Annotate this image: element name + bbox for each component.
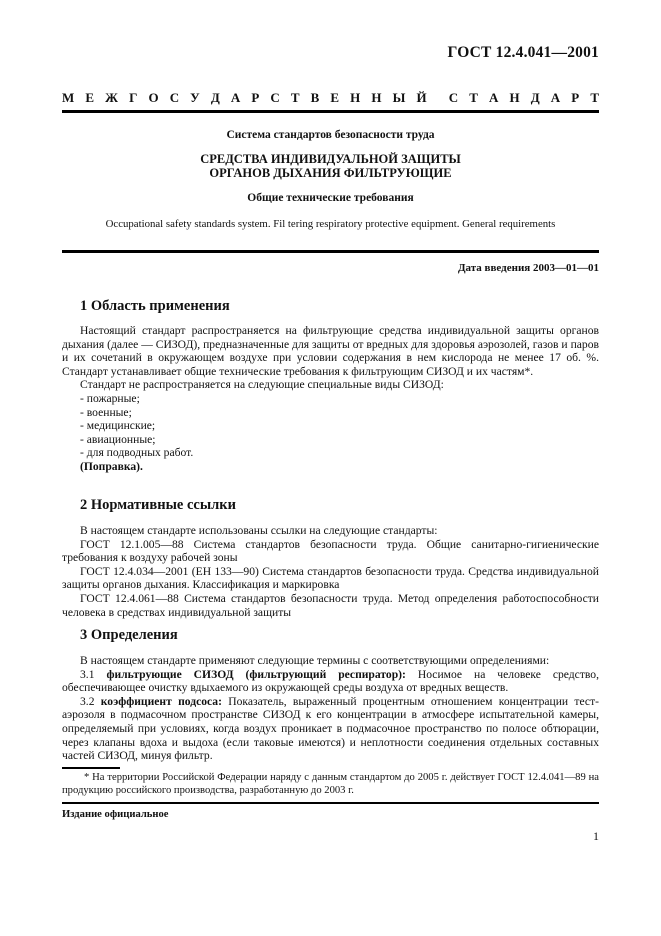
definition-number: 3.1	[80, 667, 107, 681]
banner-letter: Г	[129, 90, 138, 105]
definition-text: Показатель, выраженный процентным отношением концентрации тест-аэрозоля в подмасочном пространстве СИЗОД к его концентрации в атмосфере испытательной камеры, определяемый при условиях, когда воздух проникает в подмасочное пространство по полосе обтюрации, через клапаны вдоха и выдоха (если таковые имеются) и неплотности соединения отдельных составных частей СИЗОД, минуя фильтр.	[62, 694, 599, 763]
section-3-intro: В настоящем стандарте применяют следующие термины с соответствующими определениями:	[80, 654, 550, 667]
main-title	[62, 152, 599, 180]
section-1-paragraph-1: Настоящий стандарт распространяется на фильтрующие средства индивидуальной защиты органов дыхания (далее — СИЗОД), предназначенные для защиты от вредных для здоровья аэрозолей, газов и паров и их сочетаний в окружающем воздухе при условии содержания в нем кислорода не менее 17 об. %. Стандарт устанавливает общие технические требования к фильтрующим СИЗОД и их частям*.	[62, 324, 599, 378]
list-item: - для подводных работ.	[80, 446, 194, 460]
banner-letter: Т	[290, 90, 300, 105]
banner-letter: Т	[469, 90, 478, 105]
english-title: Occupational safety standards system. Fil tering respiratory protective equipment. General requirements	[105, 218, 556, 230]
interstate-standard-banner	[62, 90, 599, 106]
section-1-body	[62, 324, 599, 474]
banner-letter: Ы	[392, 90, 406, 105]
banner-letter: А	[230, 90, 241, 105]
banner-letter: Н	[509, 90, 520, 105]
definition-3-2	[62, 695, 599, 763]
banner-letter: М	[62, 90, 75, 105]
system-title: Система стандартов безопасности труда	[226, 129, 435, 141]
main-title-line2: ОРГАНОВ ДЫХАНИЯ ФИЛЬТРУЮЩИЕ	[209, 166, 452, 180]
section-2-heading: 2 Нормативные ссылки	[80, 497, 236, 513]
header-rule	[62, 110, 599, 113]
amendment-note: (Поправка).	[80, 459, 143, 473]
reference-item: ГОСТ 12.1.005—88 Система стандартов безопасности труда. Общие санитарно-гигиенические требования к воздуху рабочей зоны	[62, 537, 599, 565]
footnote-rule	[62, 767, 120, 769]
footer-rule	[62, 802, 599, 804]
definition-term: коэффициент подсоса:	[100, 694, 222, 708]
reference-item: ГОСТ 12.4.061—88 Система стандартов безопасности труда. Метод определения работоспособности человека в средствах индивидуальной защиты	[62, 591, 599, 619]
reference-item: ГОСТ 12.4.034—2001 (ЕН 133—90) Система стандартов безопасности труда. Средства индивидуальной защиты органов дыхания. Классификация и маркировка	[62, 564, 599, 592]
banner-letter: Е	[330, 90, 340, 105]
banner-letter: Ж	[105, 90, 118, 105]
banner-letter: С	[169, 90, 180, 105]
banner-letter: С	[270, 90, 280, 105]
banner-letter: Н	[371, 90, 382, 105]
footnote	[62, 771, 599, 797]
banner-letter: В	[310, 90, 320, 105]
banner-letter: А	[550, 90, 561, 105]
banner-letter: Е	[85, 90, 95, 105]
section-3-body	[62, 654, 599, 763]
banner-letter: О	[148, 90, 159, 105]
title-rule	[62, 250, 599, 253]
list-item: - военные;	[80, 405, 132, 419]
banner-letter: С	[448, 90, 459, 105]
banner-letter: Й	[416, 90, 427, 105]
banner-letter: Д	[530, 90, 540, 105]
main-title-line1: СРЕДСТВА ИНДИВИДУАЛЬНОЙ ЗАЩИТЫ	[200, 152, 461, 166]
introduction-date: Дата введения 2003—01—01	[457, 262, 599, 274]
definition-3-1	[62, 668, 599, 695]
section-2-intro: В настоящем стандарте использованы ссылки на следующие стандарты:	[80, 524, 438, 537]
section-2-body	[62, 524, 599, 619]
banner-letter: Р	[251, 90, 260, 105]
banner-letter: У	[190, 90, 200, 105]
banner-letter: Р	[571, 90, 580, 105]
banner-letter: Т	[590, 90, 599, 105]
section-1-heading: 1 Область применения	[80, 298, 230, 314]
official-edition-label: Издание официальное	[62, 809, 169, 820]
page-number: 1	[593, 829, 599, 843]
banner-letter: Д	[210, 90, 220, 105]
document-number: ГОСТ 12.4.041—2001	[447, 44, 599, 61]
subtitle: Общие технические требования	[247, 192, 414, 204]
definition-number: 3.2	[80, 694, 101, 708]
section-3-heading: 3 Определения	[80, 627, 178, 643]
banner-letter: А	[489, 90, 499, 105]
footnote-text: * На территории Российской Федерации наряду с данным стандартом до 2005 г. действует ГОСТ 12.4.041—89 на продукцию российского производства, разработанную до 2003 г.	[62, 772, 599, 796]
section-1-paragraph-2: Стандарт не распространяется на следующие специальные виды СИЗОД:	[80, 378, 444, 392]
banner-letter: Н	[350, 90, 361, 105]
list-item: - авиационные;	[80, 432, 156, 446]
definition-text: Носимое на человеке средство, обеспечивающее очистку вдыхаемого из окружающей среды воздуха от вредных веществ.	[62, 667, 599, 695]
list-item: - пожарные;	[80, 391, 140, 405]
definition-term: фильтрующие СИЗОД (фильтрующий респиратор):	[106, 667, 406, 681]
list-item: - медицинские;	[80, 419, 156, 433]
